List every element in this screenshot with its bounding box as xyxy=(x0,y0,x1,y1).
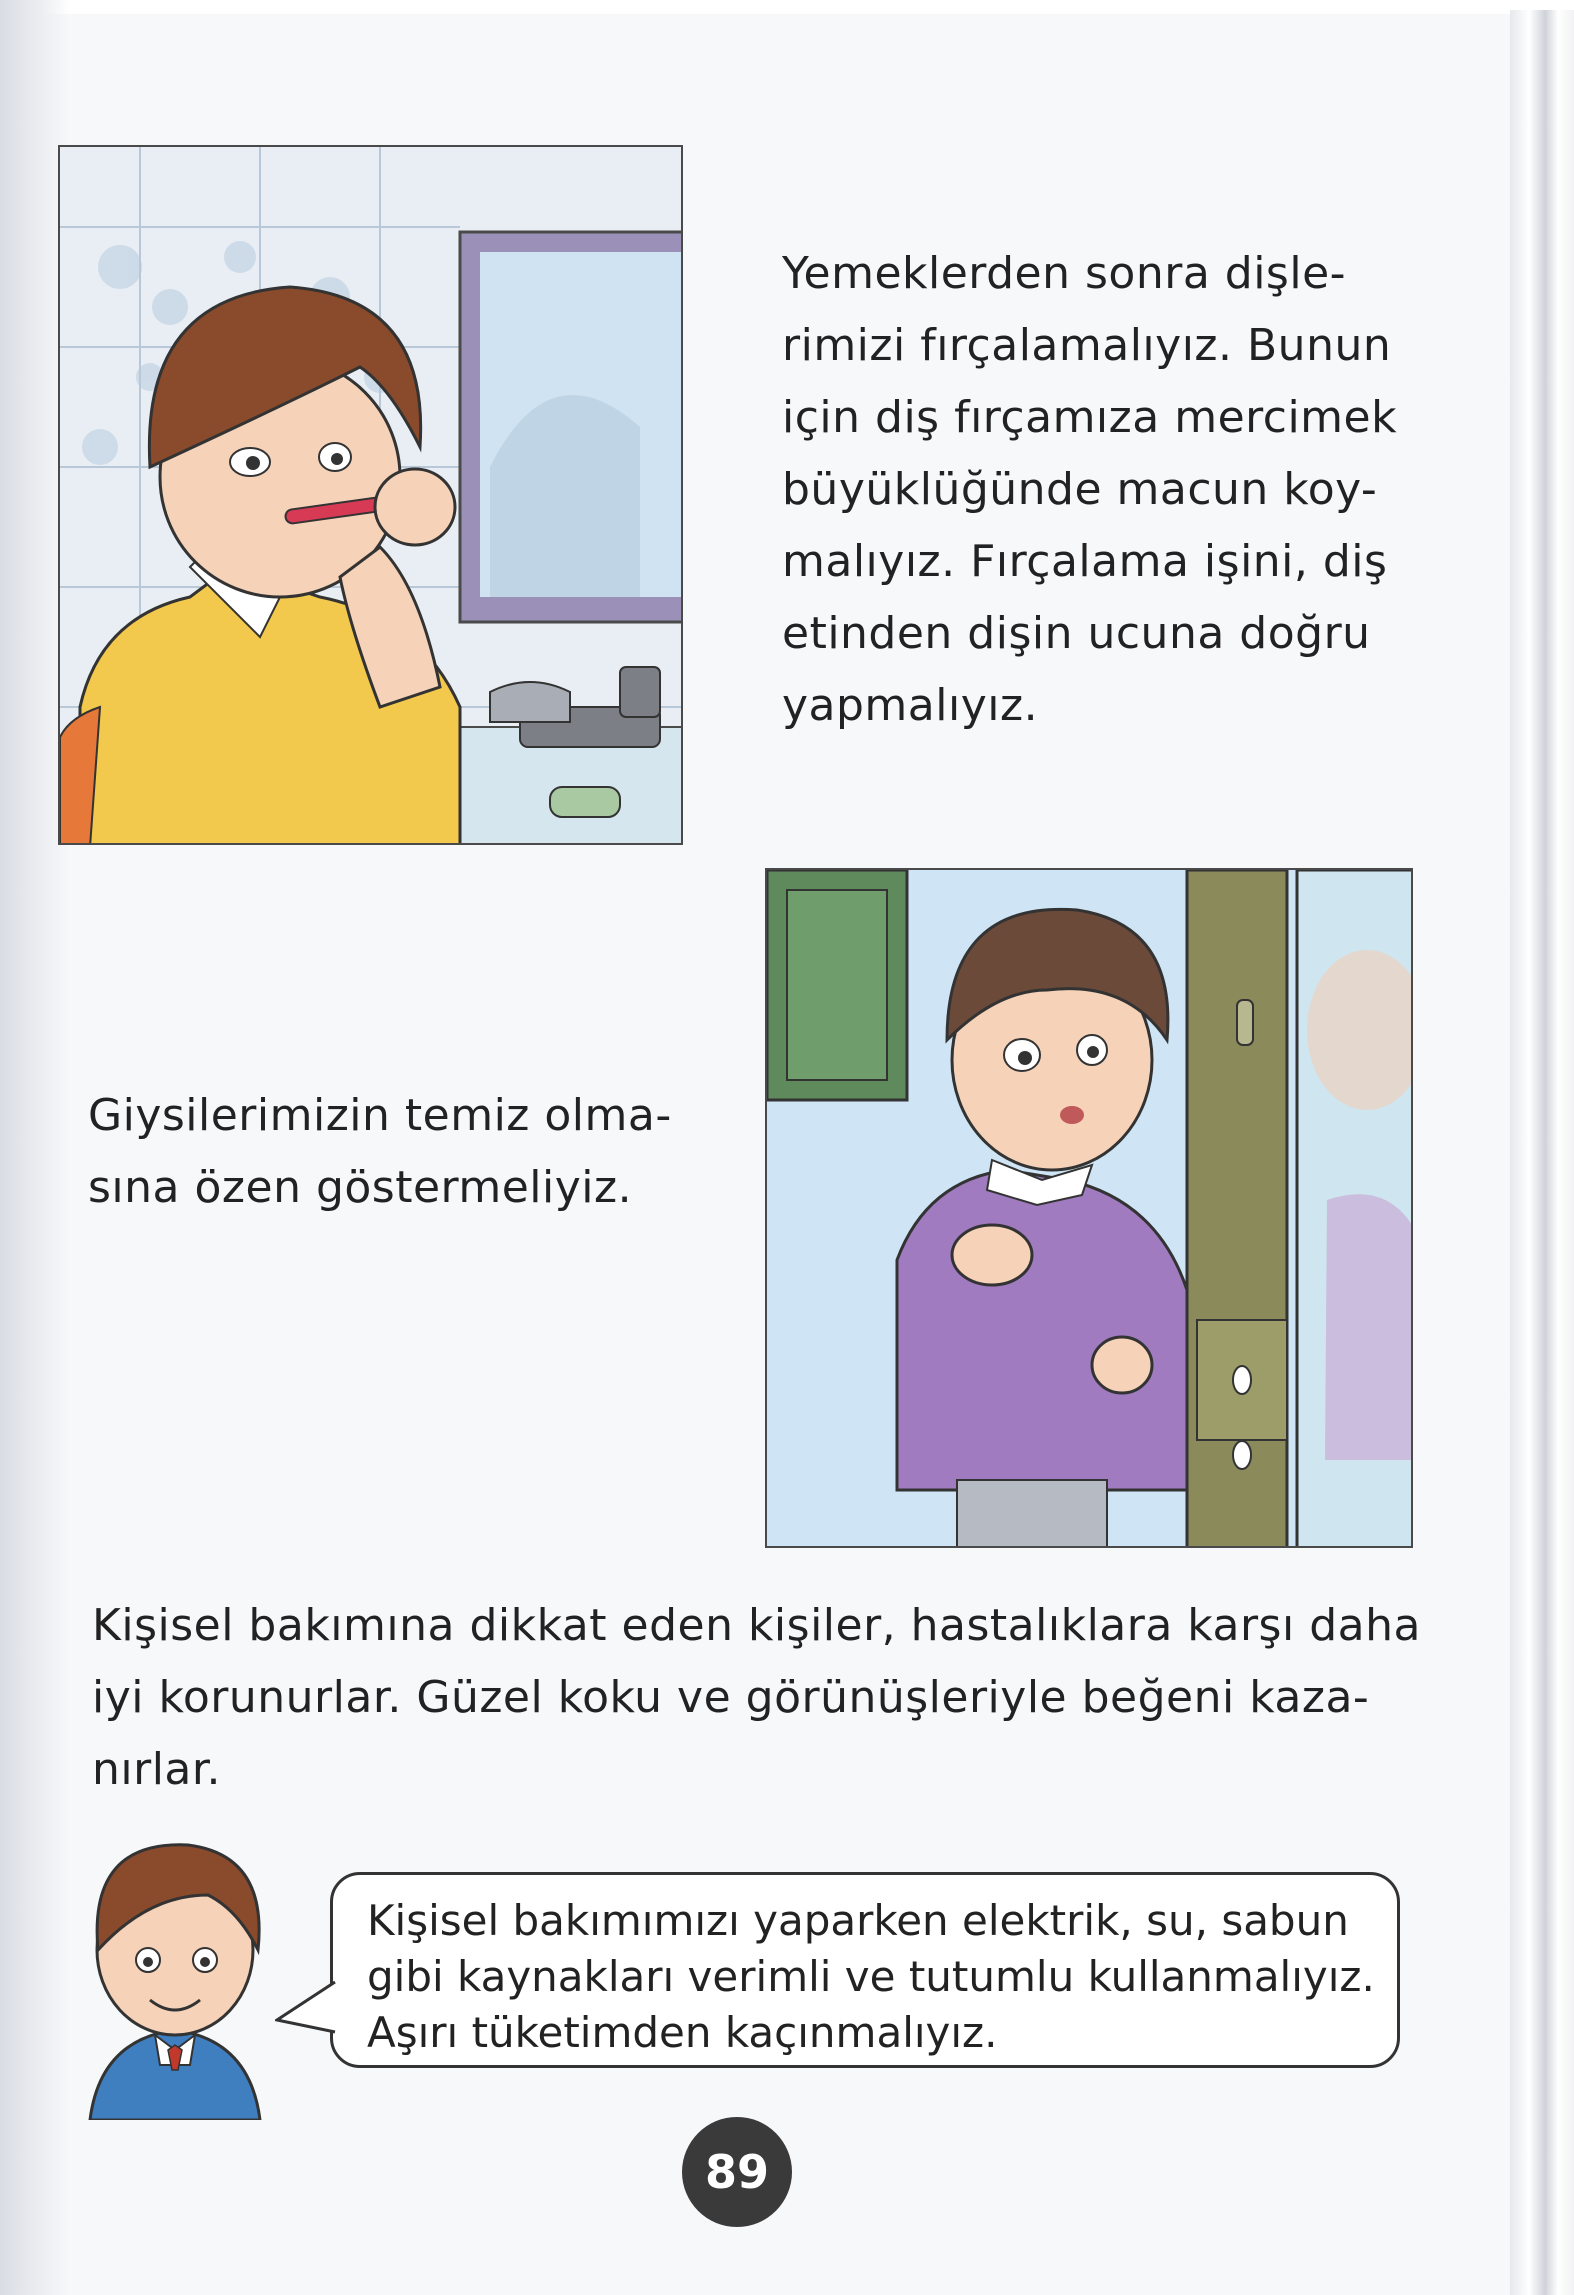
page-number: 89 xyxy=(704,2145,769,2199)
speech-line: Aşırı tüketimden kaçınmalıyız. xyxy=(367,2008,998,2057)
book-spine-edge xyxy=(1510,10,1574,2295)
speech-line: gibi kaynakları verimli ve tutumlu kullanmalıyız. xyxy=(367,1952,1375,2001)
text-line: Giysilerimizin temiz olma- xyxy=(88,1090,672,1141)
text-line: Yemeklerden sonra dişle- xyxy=(782,248,1347,299)
illustration-boy-brushing-teeth xyxy=(58,145,683,845)
text-line: büyüklüğünde macun koy- xyxy=(782,464,1378,515)
text-line: rimizi fırçalamalıyız. Bunun xyxy=(782,320,1392,371)
text-line: nırlar. xyxy=(92,1744,221,1795)
boy-avatar-svg xyxy=(60,1840,290,2120)
illustration-boy-avatar xyxy=(60,1840,290,2120)
text-line: için diş fırçamıza mercimek xyxy=(782,392,1398,443)
paragraph-brushing-teeth xyxy=(782,238,1397,742)
dressing-scene-svg xyxy=(767,870,1413,1548)
speech-bubble-tail xyxy=(275,1980,337,2040)
text-line: Kişisel bakımına dikkat eden kişiler, hastalıklara karşı daha xyxy=(92,1600,1421,1651)
text-line: sına özen göstermeliyiz. xyxy=(88,1162,633,1213)
brushing-scene-svg xyxy=(60,147,683,845)
page-number-badge xyxy=(682,2117,792,2227)
text-line: iyi korunurlar. Güzel koku ve görünüşleriyle beğeni kaza- xyxy=(92,1672,1370,1723)
speech-line: Kişisel bakımımızı yaparken elektrik, su, sabun xyxy=(367,1896,1349,1945)
text-line: yapmalıyız. xyxy=(782,680,1039,731)
paragraph-personal-care xyxy=(92,1590,1421,1806)
illustration-boy-checking-clothes xyxy=(765,868,1413,1548)
text-line: malıyız. Fırçalama işini, diş xyxy=(782,536,1388,587)
paragraph-clean-clothes xyxy=(88,1080,672,1224)
speech-bubble xyxy=(330,1872,1400,2068)
text-line: etinden dişin ucuna doğru xyxy=(782,608,1371,659)
page-top-edge xyxy=(0,0,1574,14)
